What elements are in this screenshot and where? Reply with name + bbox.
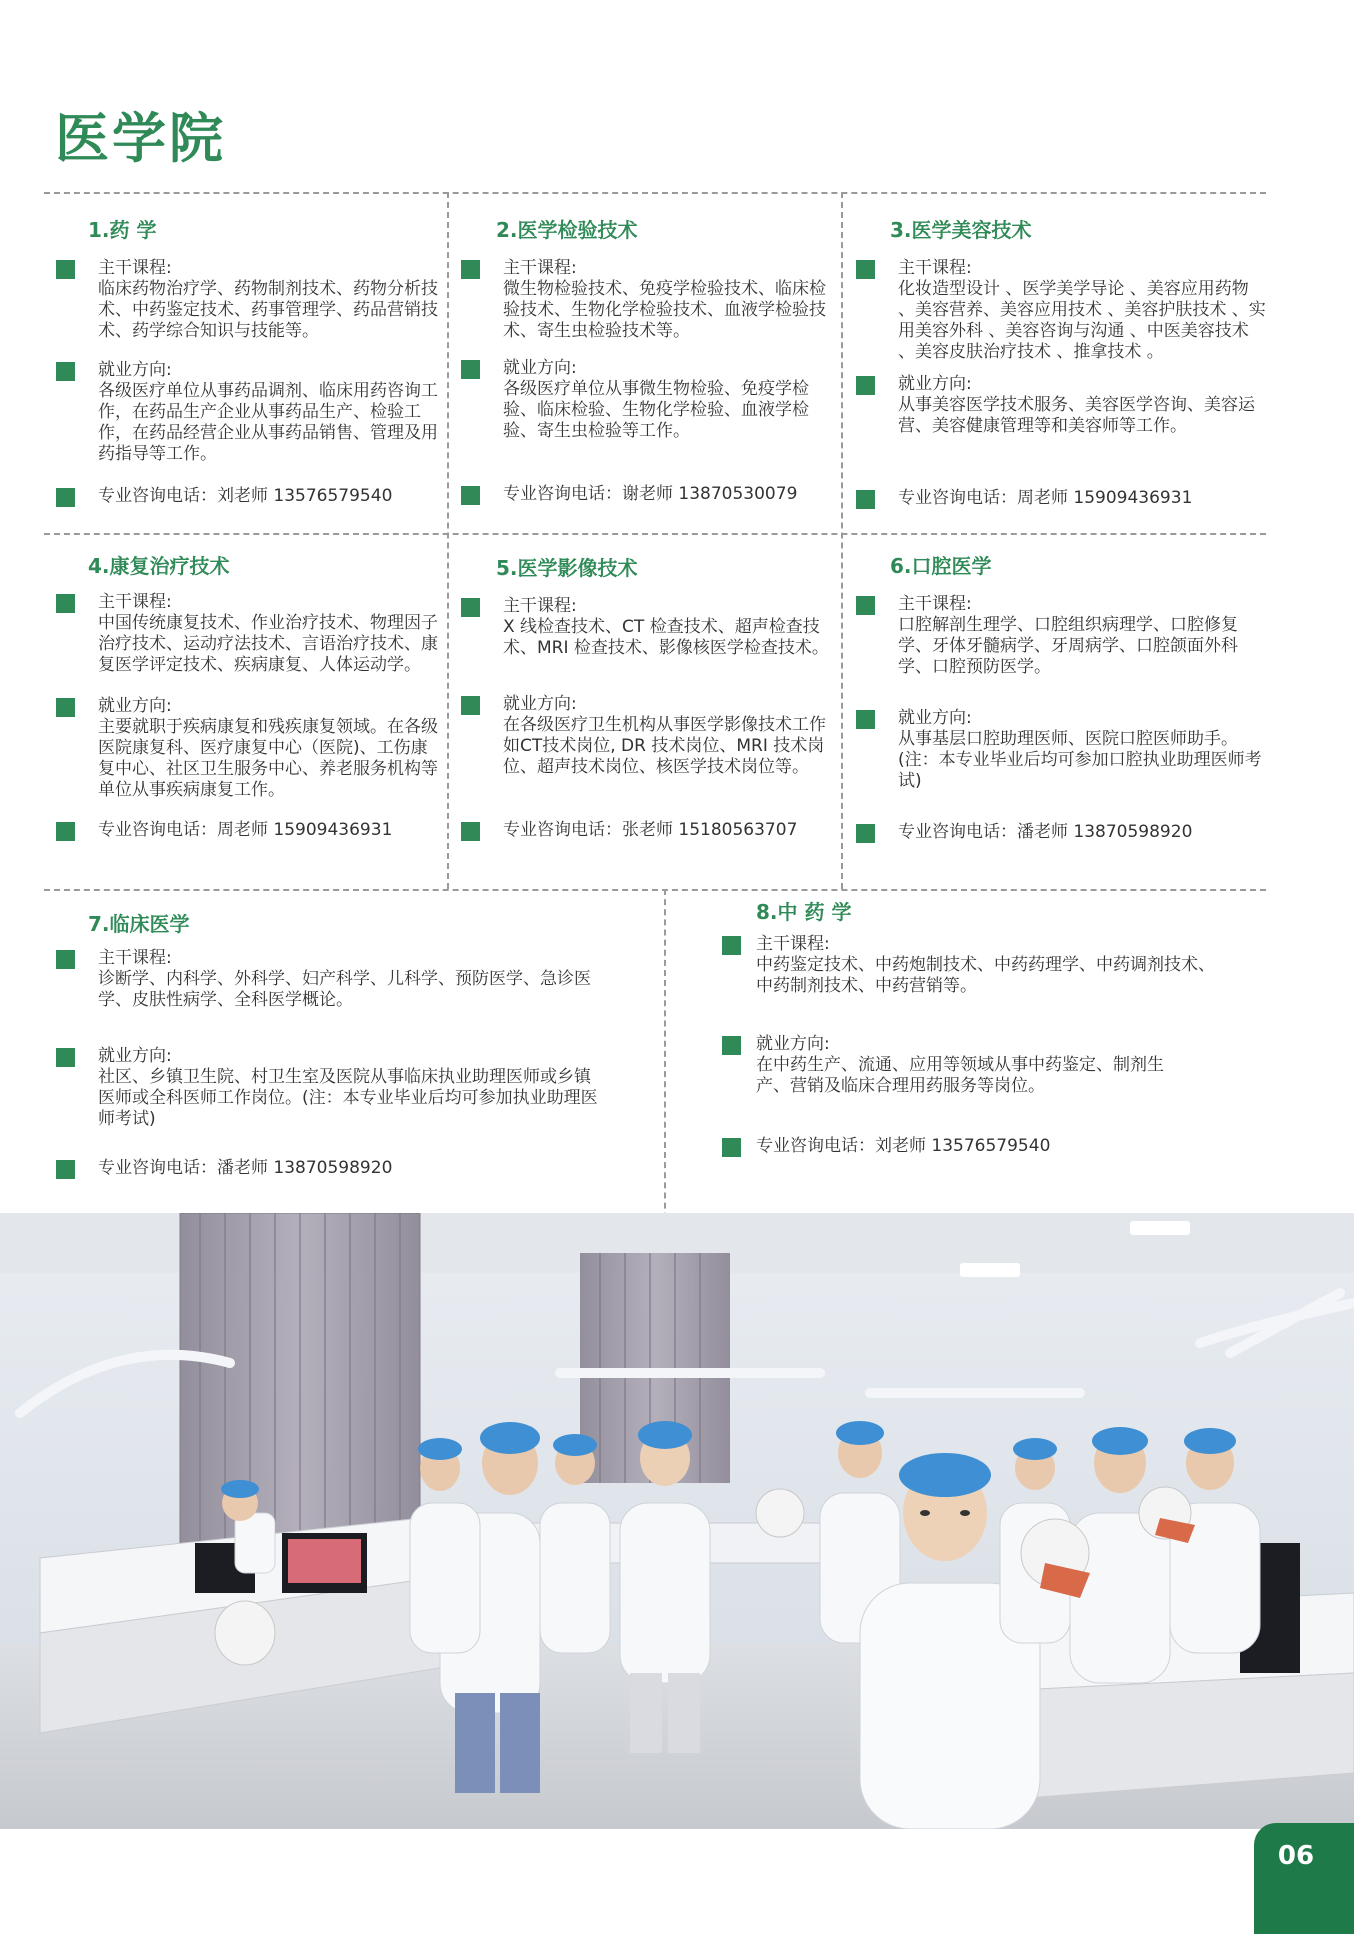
courses-text: X 线检查技术、CT 检查技术、超声检查技术、MRI 检查技术、影像核医学检查技术。 [503, 617, 829, 658]
career-text: 主要就职于疾病康复和残疾康复领域。在各级医院康复科、医疗康复中心（医院)、工伤康复中心、社区卫生服务中心、养老服务机构等单位从事疾病康复工作。 [98, 717, 438, 800]
career-label: 就业方向: [98, 360, 172, 380]
courses-text: 化妆造型设计 、医学美学导论 、美容应用药物 、美容营养、美容应用技术 、美容护肤技术 、实用美容外科 、美容咨询与沟通 、中医美容技术 、美容皮肤治疗技术 、推拿技术 。 [898, 279, 1266, 362]
bullet-square-icon [56, 1160, 75, 1179]
career-text: 从事美容医学技术服务、美容医学咨询、美容运营、美容健康管理等和美容师等工作。 [898, 395, 1255, 436]
bullet-square-icon [56, 822, 75, 841]
courses-label: 主干课程: [898, 258, 972, 278]
courses-label: 主干课程: [98, 258, 172, 278]
courses-text: 口腔解剖生理学、口腔组织病理学、口腔修复学、牙体牙髓病学、牙周病学、口腔颌面外科学、口腔预防医学。 [898, 615, 1238, 677]
contact-text: 专业咨询电话：张老师 15180563707 [503, 820, 798, 840]
courses-text: 诊断学、内科学、外科学、妇产科学、儿科学、预防医学、急诊医学、皮肤性病学、全科医学概论。 [98, 969, 591, 1010]
bullet-square-icon [856, 710, 875, 729]
career-label: 就业方向: [898, 708, 972, 728]
bullet-square-icon [722, 1138, 741, 1157]
divider-top [44, 192, 1266, 194]
career-text: 各级医疗单位从事微生物检验、免疫学检验、临床检验、生物化学检验、血液学检验、寄生虫检验等工作。 [503, 379, 809, 441]
section-title: 4.康复治疗技术 [88, 554, 230, 578]
bullet-square-icon [56, 698, 75, 717]
section-title: 7.临床医学 [88, 912, 190, 936]
courses-label: 主干课程: [503, 596, 577, 616]
bullet-square-icon [56, 1048, 75, 1067]
bullet-square-icon [722, 1036, 741, 1055]
section-title: 3.医学美容技术 [890, 218, 1032, 242]
bullet-square-icon [461, 260, 480, 279]
bullet-square-icon [856, 260, 875, 279]
bullet-square-icon [461, 598, 480, 617]
courses-label: 主干课程: [503, 258, 577, 278]
classroom-photo [0, 1213, 1354, 1829]
bullet-square-icon [856, 376, 875, 395]
contact-text: 专业咨询电话：谢老师 13870530079 [503, 484, 798, 504]
contact-text: 专业咨询电话：周老师 15909436931 [98, 820, 393, 840]
courses-text: 中国传统康复技术、作业治疗技术、物理因子治疗技术、运动疗法技术、言语治疗技术、康复医学评定技术、疾病康复、人体运动学。 [98, 613, 438, 675]
career-label: 就业方向: [98, 1046, 172, 1066]
contact-text: 专业咨询电话：潘老师 13870598920 [898, 822, 1193, 842]
bullet-square-icon [461, 360, 480, 379]
bullet-square-icon [461, 822, 480, 841]
career-label: 就业方向: [503, 694, 577, 714]
career-text: 各级医疗单位从事药品调剂、临床用药咨询工作，在药品生产企业从事药品生产、检验工作，在药品经营企业从事药品销售、管理及用药指导等工作。 [98, 381, 438, 464]
bullet-square-icon [856, 490, 875, 509]
courses-text: 微生物检验技术、免疫学检验技术、临床检验技术、生物化学检验技术、血液学检验技术、寄生虫检验技术等。 [503, 279, 826, 341]
bullet-square-icon [56, 362, 75, 381]
bullet-square-icon [722, 936, 741, 955]
divider-col1 [447, 192, 449, 889]
page-number: 06 [1277, 1841, 1315, 1871]
courses-label: 主干课程: [898, 594, 972, 614]
contact-text: 专业咨询电话：刘老师 13576579540 [756, 1136, 1051, 1156]
divider-col2 [841, 192, 843, 889]
section-title: 6.口腔医学 [890, 554, 992, 578]
career-label: 就业方向: [898, 374, 972, 394]
divider-row1 [44, 533, 1266, 535]
career-label: 就业方向: [503, 358, 577, 378]
bullet-square-icon [856, 824, 875, 843]
page-title: 医学院 [55, 107, 226, 170]
courses-text: 中药鉴定技术、中药炮制技术、中药药理学、中药调剂技术、中药制剂技术、中药营销等。 [756, 955, 1215, 996]
bullet-square-icon [56, 488, 75, 507]
section-title: 2.医学检验技术 [496, 218, 638, 242]
contact-text: 专业咨询电话：周老师 15909436931 [898, 488, 1193, 508]
dental-lab-photo-illustration [0, 1213, 1354, 1829]
divider-row2 [44, 889, 1266, 891]
section-title: 8.中 药 学 [756, 900, 852, 924]
contact-text: 专业咨询电话：潘老师 13870598920 [98, 1158, 393, 1178]
contact-text: 专业咨询电话：刘老师 13576579540 [98, 486, 393, 506]
bullet-square-icon [461, 486, 480, 505]
career-label: 就业方向: [98, 696, 172, 716]
career-label: 就业方向: [756, 1034, 830, 1054]
bullet-square-icon [56, 260, 75, 279]
page-number-badge [1254, 1823, 1354, 1934]
courses-label: 主干课程: [98, 592, 172, 612]
bullet-square-icon [56, 950, 75, 969]
bullet-square-icon [461, 696, 480, 715]
section-title: 5.医学影像技术 [496, 556, 638, 580]
bullet-square-icon [856, 596, 875, 615]
bullet-square-icon [56, 594, 75, 613]
divider-col3 [664, 889, 666, 1239]
courses-label: 主干课程: [98, 948, 172, 968]
career-text: 在各级医疗卫生机构从事医学影像技术工作 如CT技术岗位, DR 技术岗位、MRI 技术岗位、超声技术岗位、核医学技术岗位等。 [503, 715, 826, 777]
section-title: 1.药 学 [88, 218, 157, 242]
courses-label: 主干课程: [756, 934, 830, 954]
career-text: 社区、乡镇卫生院、村卫生室及医院从事临床执业助理医师或乡镇医师或全科医师工作岗位。(注：本专业毕业后均可参加执业助理医师考试) [98, 1067, 598, 1129]
career-text: 从事基层口腔助理医师、医院口腔医师助手。(注：本专业毕业后均可参加口腔执业助理医师考试) [898, 729, 1262, 791]
courses-text: 临床药物治疗学、药物制剂技术、药物分析技术、中药鉴定技术、药事管理学、药品营销技术、药学综合知识与技能等。 [98, 279, 438, 341]
career-text: 在中药生产、流通、应用等领域从事中药鉴定、制剂生产、营销及临床合理用药服务等岗位。 [756, 1055, 1164, 1096]
